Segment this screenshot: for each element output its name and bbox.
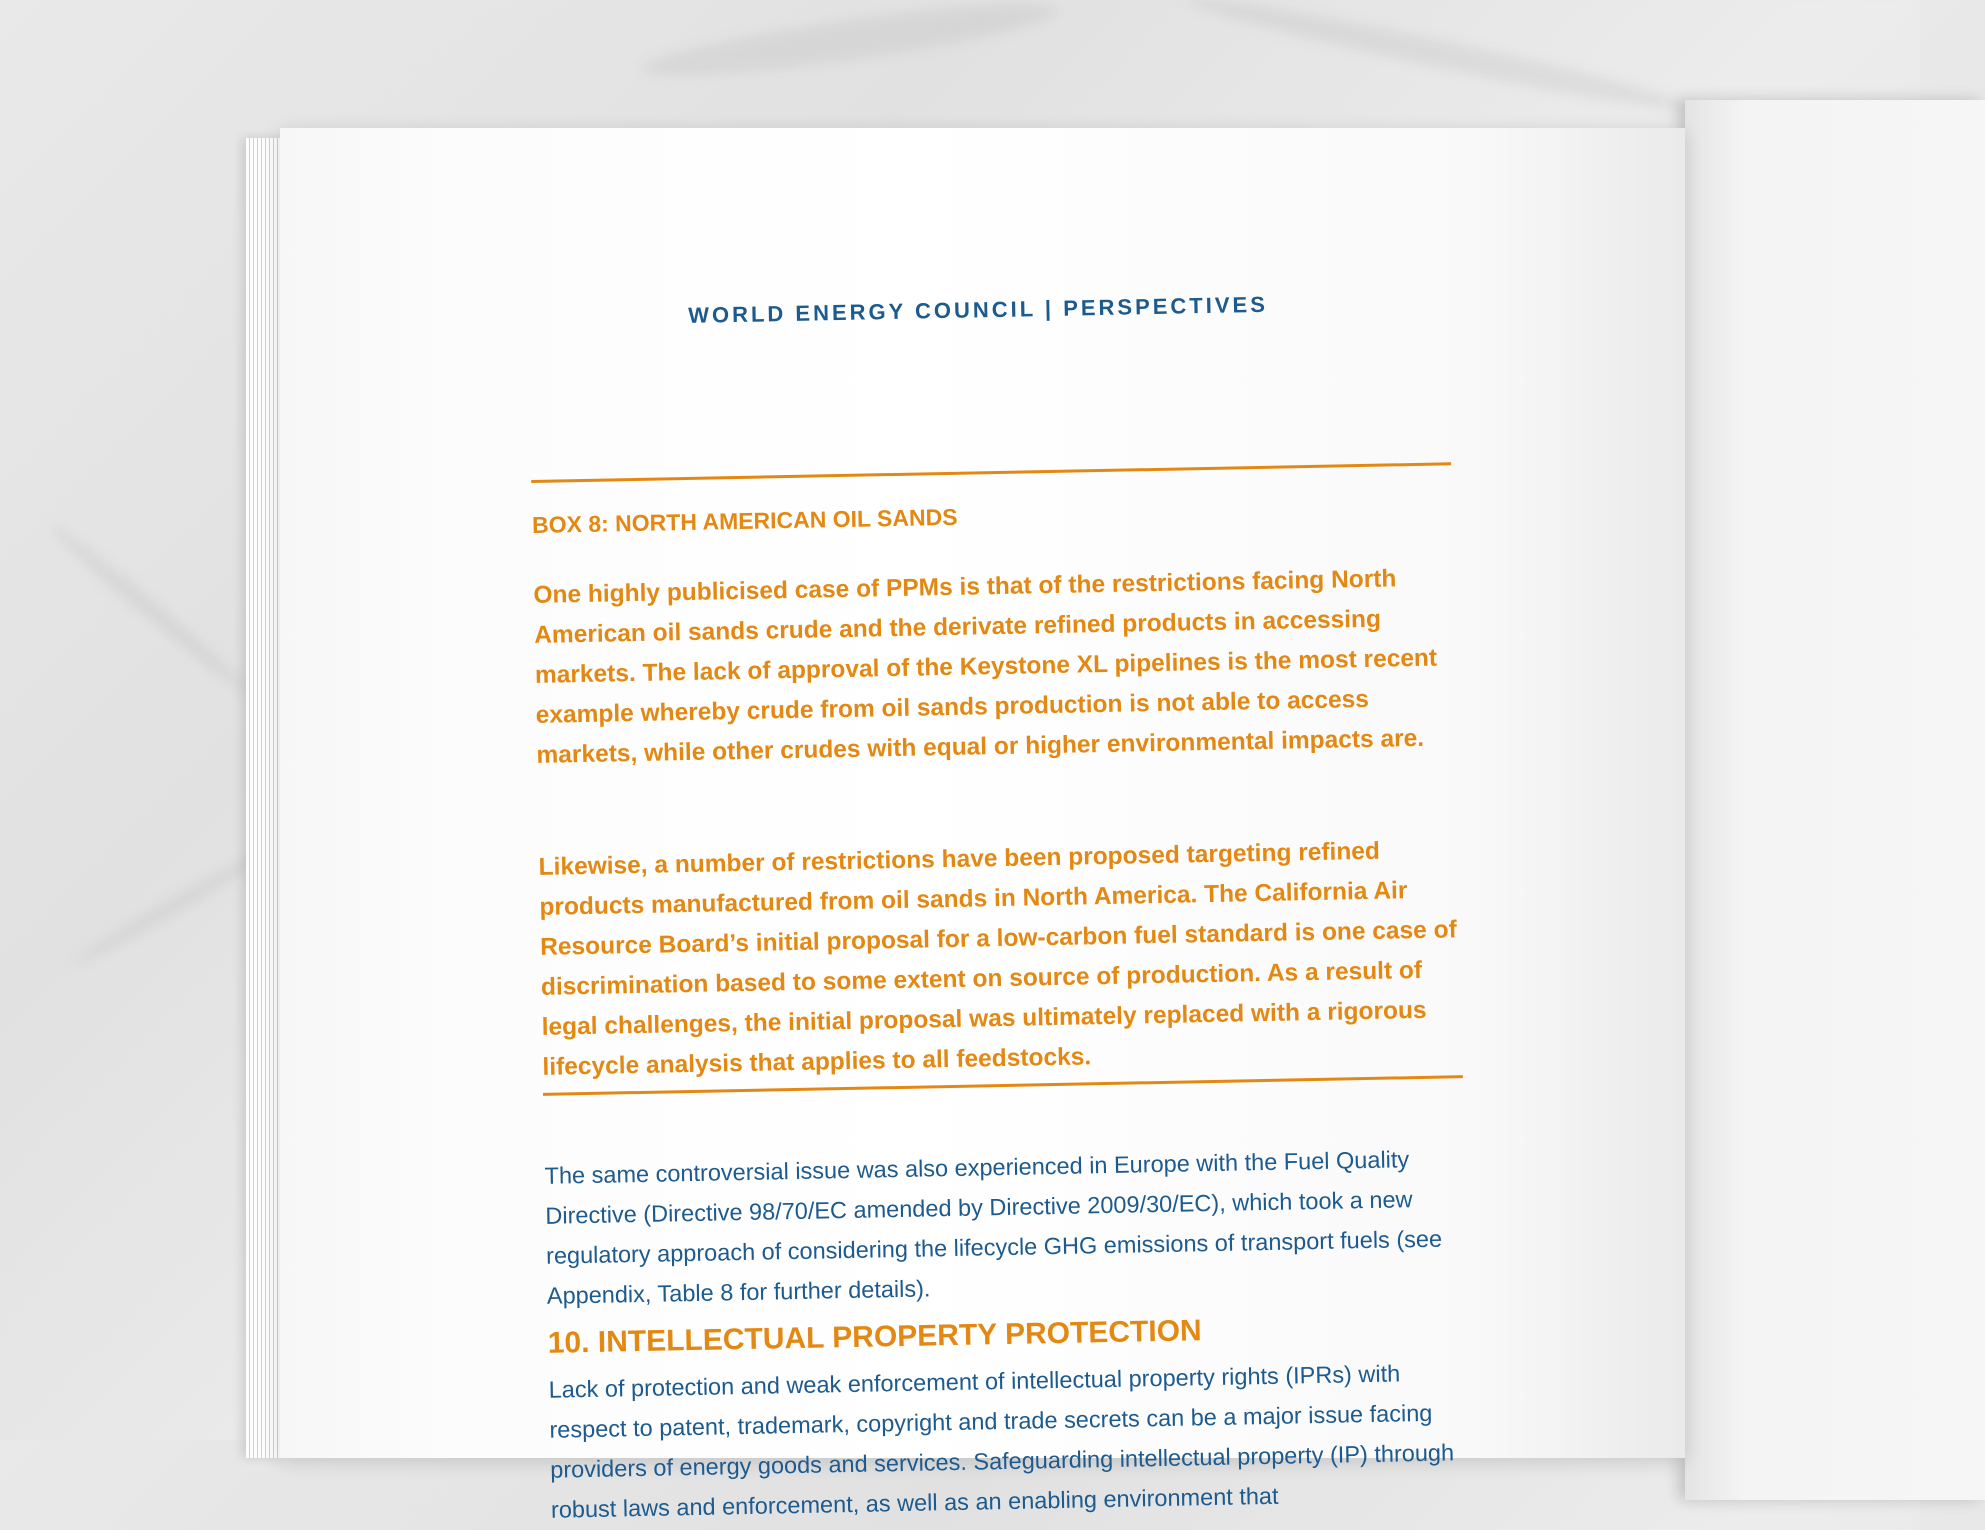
section-paragraph: Lack of protection and weak enforcement of intellectual property rights (IPRs) with respect to patent, trademark, copyright and trade secrets can be a major issue facing providers of energy goods and services. Safeguarding intellectual property (IP) through robust laws and enforcement, as well as an enabling environment that <box>548 1360 1455 1523</box>
marble-vein <box>1183 0 1697 122</box>
box-paragraph: Likewise, a number of restrictions have been proposed targeting refined products manufactured from oil sands in North America. The California Air Resource Board’s initial proposal for a low-carbon fuel standard is one case of discrimination based to some extent on source of production. As a result of legal challenges, the initial proposal was ultimately replaced with a rigorous lifecycle analysis that applies to all feedstocks. <box>538 837 1457 1081</box>
box-title: BOX 8: NORTH AMERICAN OIL SANDS <box>531 503 958 538</box>
section-heading: 10. INTELLECTUAL PROPERTY PROTECTION <box>547 1314 1202 1360</box>
page-content <box>526 189 1526 1523</box>
box-top-rule <box>531 462 1451 483</box>
facing-page <box>1685 100 1985 1500</box>
document-page <box>280 128 1685 1523</box>
body-paragraph: The same controversial issue was also experienced in Europe with the Fuel Quality Directive (Directive 98/70/EC amended by Directive 2009/30/EC), which took a new regulatory approach of considering the lifecycle GHG emissions of transport fuels (see Appendix, Table 8 for further details). <box>544 1146 1443 1309</box>
running-header: WORLD ENERGY COUNCIL | PERSPECTIVES <box>687 291 1269 328</box>
marble-vein <box>71 846 270 970</box>
box-paragraph: One highly publicised case of PPMs is that of the restrictions facing North American oil sands crude and the derivate refined products in accessing markets. The lack of approval of the Keystone XL pipelines is the most recent example whereby crude from oil sands production is not able to access markets, while other crudes with equal or higher environmental impacts are. <box>533 565 1438 769</box>
marble-vein <box>639 0 1060 89</box>
marble-vein <box>45 519 256 700</box>
